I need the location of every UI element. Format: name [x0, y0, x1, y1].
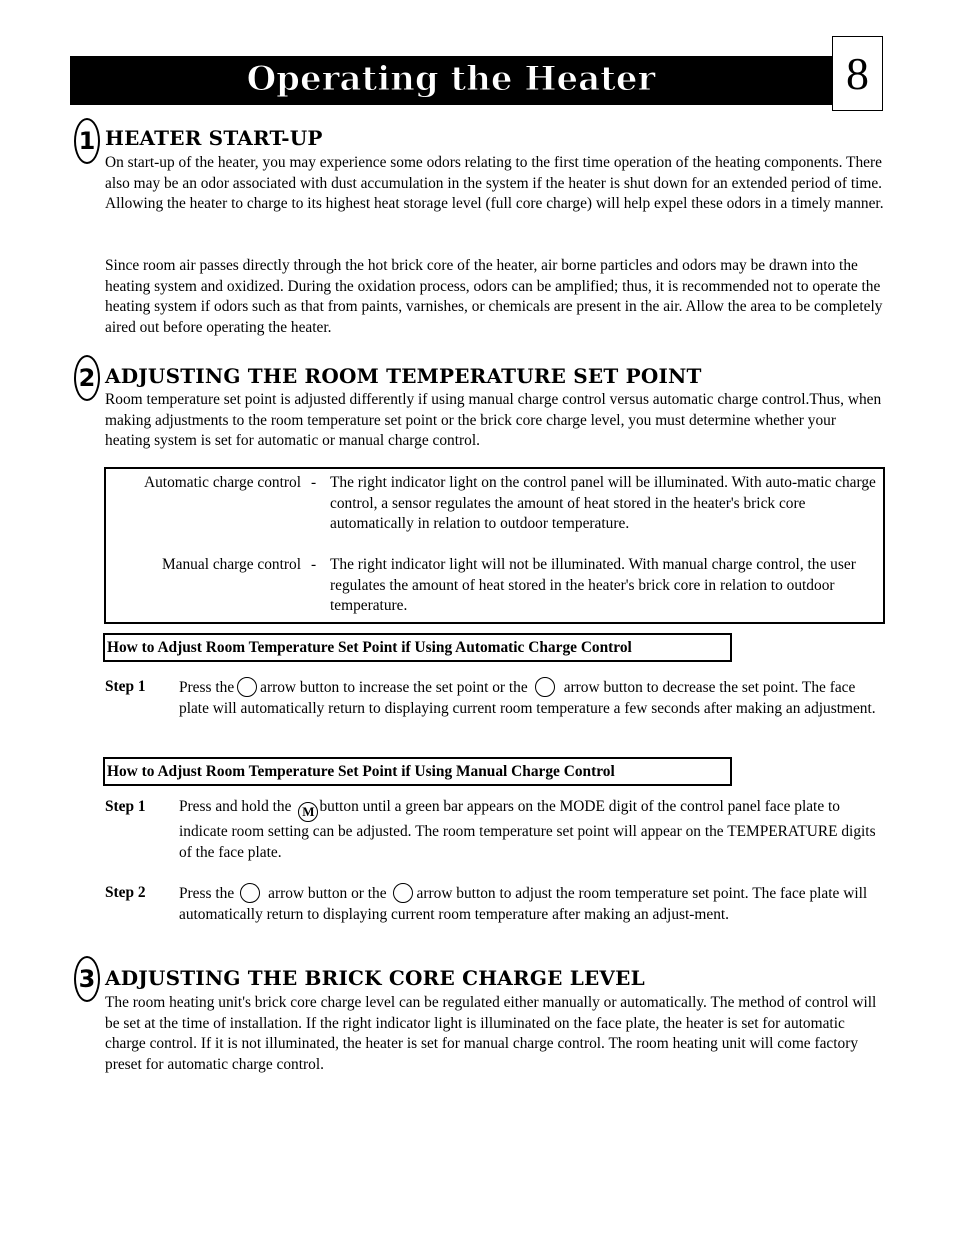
section-heading-temperature: ADJUSTING THE ROOM TEMPERATURE SET POINT	[105, 364, 702, 388]
brick-core-paragraph	[105, 993, 885, 1075]
manual-step-2-part1: Press the	[179, 885, 235, 902]
manual-charge-subheading: How to Adjust Room Temperature Set Point if Using Manual Charge Control	[103, 757, 732, 786]
section-number-2: 2	[74, 355, 100, 401]
temperature-intro	[105, 390, 885, 452]
manual-step-1-part2: button until a green bar appears on the MODE digit of the control panel face plate to indicate room setting can be adjusted. The room temperature set point will appear on the TEMPERATURE digits of the face plate.	[179, 798, 876, 861]
startup-text-1: On start-up of the heater, you may experience some odors relating to the first time operation of the heating components. There also may be an odor associated with dust accumulation in the system if the heater is shut down for an extended period of time. Allowing the heater to charge to its highest heat storage level (full core charge) will help expel these odors in a timely manner.	[105, 154, 884, 212]
startup-paragraph-1	[105, 153, 885, 215]
manual-step-2-text	[179, 883, 885, 925]
up-arrow-button-icon	[237, 677, 257, 697]
manual-step-1-part1: Press and hold the	[179, 798, 292, 815]
definition-label-automatic: Automatic charge control	[144, 474, 301, 491]
mode-button-icon: M	[298, 802, 318, 822]
definition-text-automatic: The right indicator light on the control panel will be illuminated. With auto-matic charge control, a sensor regulates the amount of heat stored in the heater's brick core automatically in relation to outdoor temperature.	[330, 474, 876, 532]
manual-step-2-label: Step 2	[105, 884, 146, 901]
auto-step-1-text	[179, 677, 885, 719]
brick-core-text: The room heating unit's brick core charge level can be regulated either manually or automatically. The method of control will be set at the time of installation. If the right indicator light is illuminated on the face plate, the heater is set for automatic charge control. If it is not illuminated, the heater is set for manual charge control. The room heating unit will come factory preset for automatic charge control.	[105, 994, 877, 1073]
temperature-intro-text: Room temperature set point is adjusted differently if using manual charge control versus automatic charge control.Thus, when making adjustments to the room temperature set point or the brick core charge level, you must determine whether your heating system is set for automatic or manual charge control.	[105, 391, 882, 449]
manual-step-1-label: Step 1	[105, 798, 146, 815]
startup-text-2: Since room air passes directly through the hot brick core of the heater, air borne particles and odors may be drawn into the heating system and oxidized. During the oxidation process, odors can be amplified; thus, it is recommended not to operate the heating system if odors such as that from paints, varnishes, or chemicals are present in the air. Allow the area to be completely aired out before operating the heater.	[105, 257, 883, 336]
page-title: Operating the Heater	[246, 59, 656, 99]
section-number-3: 3	[74, 956, 100, 1002]
page-number: 8	[832, 36, 883, 111]
definition-text-manual: The right indicator light will not be illuminated. With manual charge control, the user regulates the amount of heat stored in the heater's brick core in relation to outdoor temperature.	[330, 556, 856, 614]
startup-paragraph-2	[105, 256, 885, 338]
section-number-1: 1	[74, 118, 100, 164]
manual-step-2-part2: arrow button or the	[268, 885, 387, 902]
auto-charge-subheading: How to Adjust Room Temperature Set Point if Using Automatic Charge Control	[103, 633, 732, 662]
section-heading-startup: HEATER START-UP	[105, 126, 323, 150]
down-arrow-button-icon	[535, 677, 555, 697]
auto-step-1-part3: arrow button to decrease the set point. The face plate will automatically return to displaying current room temperature a few seconds after making an adjustment.	[179, 679, 876, 717]
up-arrow-button-icon	[240, 883, 260, 903]
definition-label-manual: Manual charge control	[161, 556, 301, 573]
manual-step-1-text	[179, 797, 885, 863]
auto-step-1-part1: Press the	[179, 679, 235, 696]
definition-dash: -	[311, 556, 317, 573]
definition-dash: -	[311, 474, 317, 491]
auto-step-1-label: Step 1	[105, 678, 146, 695]
manual-step-2-part3: arrow button to adjust the room temperature set point. The face plate will automatically return to displaying current room temperature after making an adjust-ment.	[179, 885, 868, 923]
down-arrow-button-icon	[393, 883, 413, 903]
auto-step-1-part2: arrow button to increase the set point or the	[260, 679, 528, 696]
section-heading-brick-core: ADJUSTING THE BRICK CORE CHARGE LEVEL	[105, 966, 645, 990]
